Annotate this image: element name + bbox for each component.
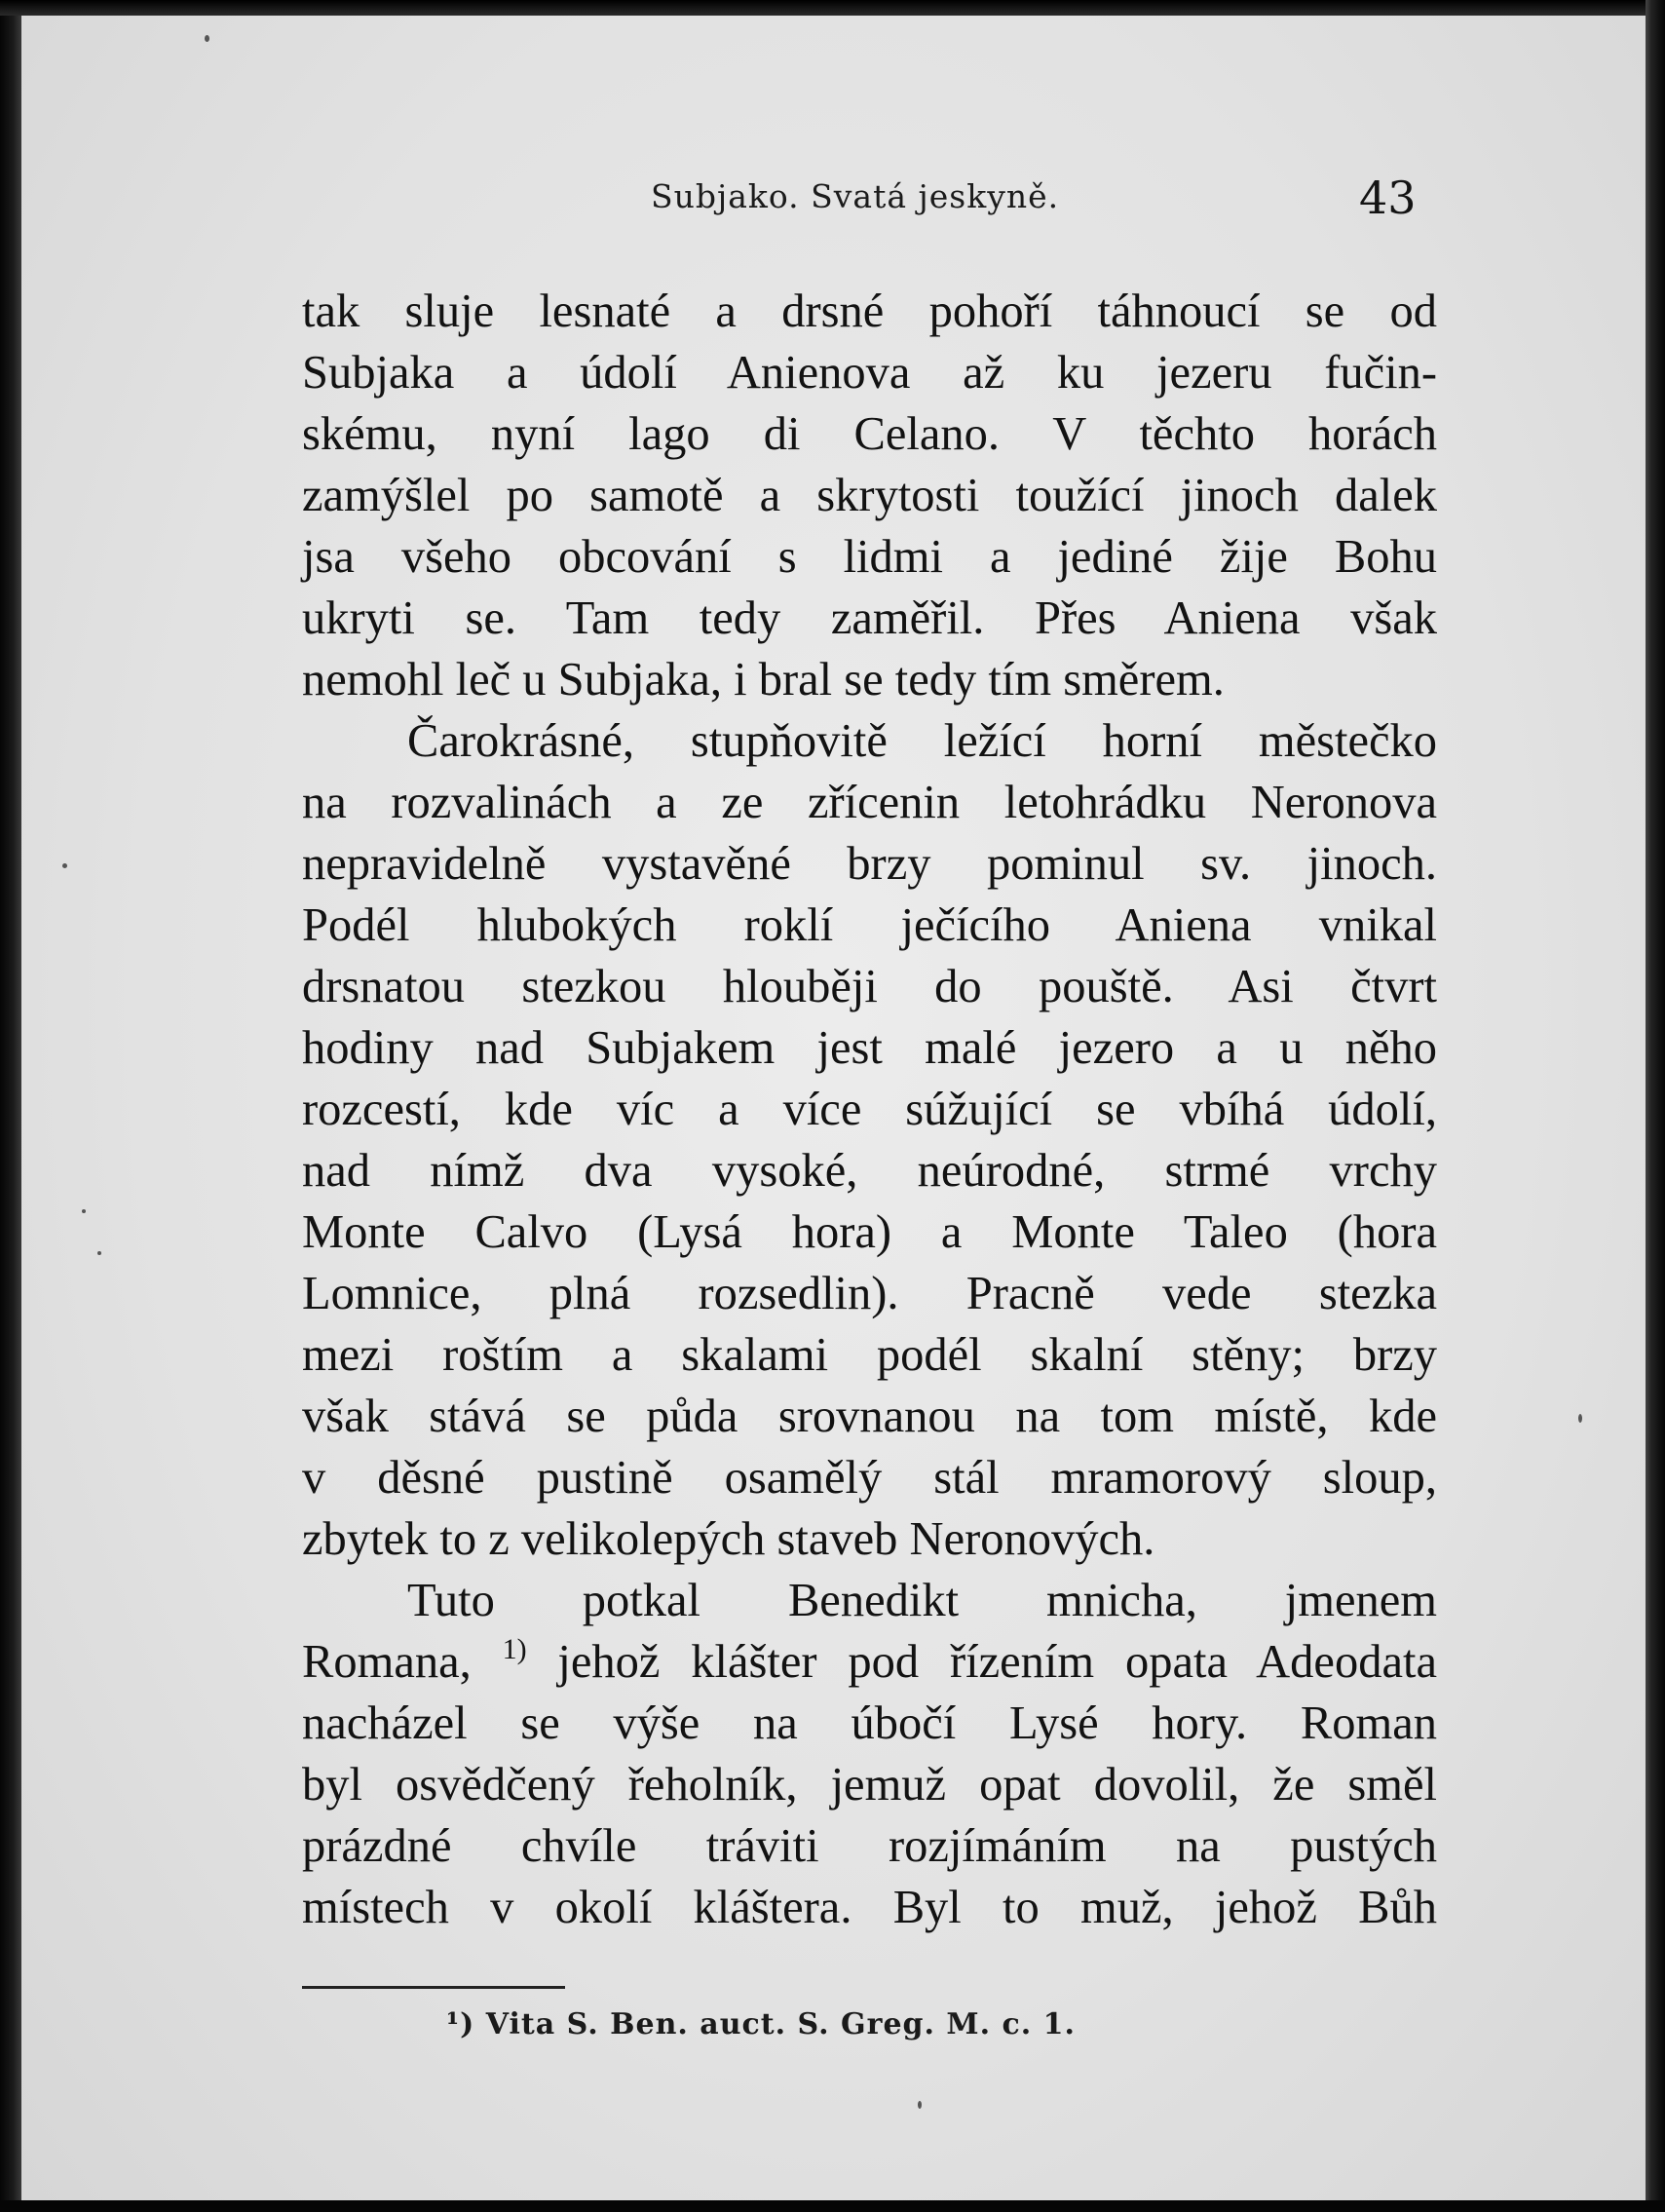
- paragraph-start-line: Čarokrásné, stupňovitě ležící horní městečko: [407, 715, 1437, 767]
- scan-speck: [918, 2101, 922, 2109]
- line-tail: jehož klášter pod řízením opata Adeodata: [526, 1636, 1437, 1688]
- text-line: Lomnice, plná rozsedlin). Pracně vede stezka: [302, 1268, 1437, 1319]
- scan-right-border: [1646, 0, 1665, 2212]
- scan-speck: [1578, 1414, 1582, 1423]
- text-line: jsa všeho obcování s lidmi a jediné žije Bohu: [302, 531, 1437, 583]
- main-text: [302, 281, 1437, 1938]
- scan-top-border: [0, 0, 1665, 16]
- text-line: prázdné chvíle tráviti rozjímáním na pustých: [302, 1820, 1437, 1872]
- text-line: Subjaka a údolí Anienova až ku jezeru fučin-: [302, 347, 1437, 399]
- text-line: Podél hlubokých roklí ječícího Aniena vnikal: [302, 899, 1437, 951]
- text-line: tak sluje lesnaté a drsné pohoří táhnoucí se od: [302, 286, 1437, 337]
- book-spine-shadow: [0, 0, 21, 2212]
- text-line: místech v okolí kláštera. Byl to muž, jehož Bůh: [302, 1882, 1437, 1933]
- text-line: rozcestí, kde víc a více súžující se vbíhá údolí,: [302, 1084, 1437, 1135]
- text-line: Monte Calvo (Lysá hora) a Monte Taleo (hora: [302, 1206, 1437, 1258]
- text-line: na rozvalinách a ze zřícenin letohrádku Neronova: [302, 777, 1437, 828]
- text-line: byl osvědčený řeholník, jemuž opat dovolil, že směl: [302, 1759, 1437, 1811]
- text-line: však stává se půda srovnanou na tom místě, kde: [302, 1391, 1437, 1442]
- footnote: ¹) Vita S. Ben. auct. S. Greg. M. c. 1.: [446, 2007, 1076, 2041]
- text-line: ukryti se. Tam tedy zaměřil. Přes Aniena však: [302, 592, 1437, 644]
- text-line: nad nímž dva vysoké, neúrodné, strmé vrchy: [302, 1145, 1437, 1197]
- text-line: hodiny nad Subjakem jest malé jezero a u něho: [302, 1022, 1437, 1074]
- page-number: 43: [1359, 172, 1417, 224]
- scan-speck: [205, 35, 209, 42]
- text-line: mezi roštím a skalami podél skalní stěny; brzy: [302, 1329, 1437, 1381]
- text-line: nacházel se výše na úbočí Lysé hory. Roman: [302, 1697, 1437, 1749]
- text-line-with-footnote: [302, 1631, 1437, 1693]
- text-line: v děsné pustině osamělý stál mramorový sloup,: [302, 1452, 1437, 1504]
- line-head: Romana,: [302, 1636, 503, 1688]
- running-head-title: Subjako. Svatá jeskyně.: [651, 177, 1060, 215]
- paragraph-start-line: Tuto potkal Benedikt mnicha, jmenem: [407, 1575, 1437, 1626]
- text-line: drsnatou stezkou hlouběji do pouště. Asi čtvrt: [302, 961, 1437, 1012]
- scan-speck: [62, 863, 67, 868]
- text-line: nemohl leč u Subjaka, i bral se tedy tím směrem.: [302, 654, 1225, 706]
- text-line: skému, nyní lago di Celano. V těchto horách: [302, 408, 1437, 460]
- scan-speck: [97, 1251, 101, 1255]
- footnote-divider: [302, 1986, 565, 1989]
- scan-bottom-border: [0, 2200, 1665, 2212]
- scan-speck: [82, 1209, 86, 1213]
- text-line: nepravidelně vystavěné brzy pominul sv. jinoch.: [302, 838, 1437, 890]
- footnote-marker: 1): [502, 1632, 527, 1665]
- text-line: zamýšlel po samotě a skrytosti toužící jinoch dalek: [302, 470, 1437, 521]
- text-line: zbytek to z velikolepých staveb Neronových.: [302, 1513, 1155, 1565]
